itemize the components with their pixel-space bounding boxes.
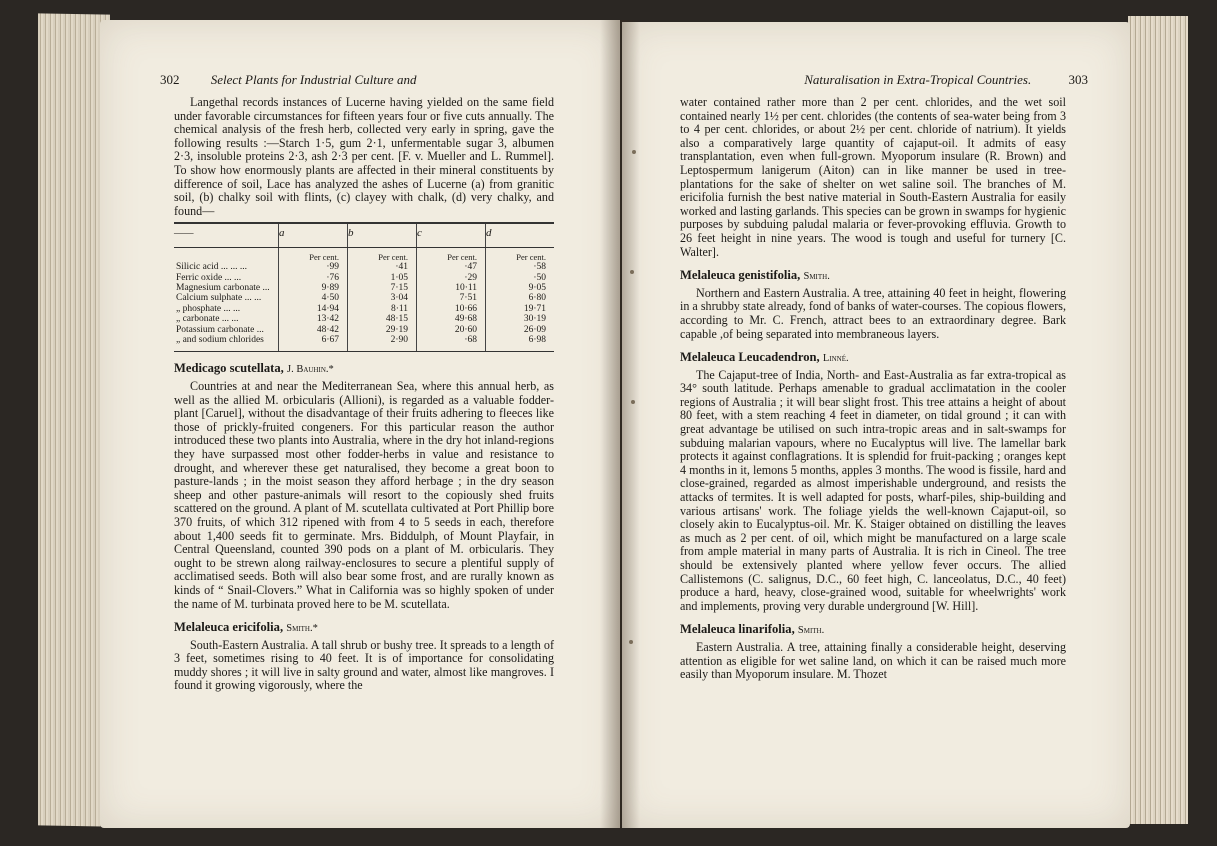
section-body: Northern and Eastern Australia. A tree, attaining 40 feet in height, flowering in a shrubby state already, fond of banks of water-courses. The copious flowers, according to Mr. C. French, attract bees to an extraordinary degree. Bark capable ,of being separated into membraneous layers.: [680, 285, 1066, 341]
col-d-header: d: [486, 223, 555, 247]
row-label: Calcium sulphate ... ...: [176, 293, 262, 304]
species-author: Smith.: [797, 625, 825, 637]
left-head-title: Select Plants for Industrial Culture and: [210, 72, 417, 87]
row-label: Potassium carbonate ...: [176, 324, 264, 335]
table-cell: ·29: [417, 273, 486, 283]
table-cell: 48·15: [348, 314, 417, 324]
table-cell: 6·67: [279, 335, 348, 352]
table-cell: 49·68: [417, 314, 486, 324]
col-a-header: a: [279, 223, 348, 247]
page-speck: [629, 640, 633, 644]
section-body: The Cajaput-tree of India, North- and East-Australia as far extra-tropical as 34° south latitude. Perhaps amenable to gradual acclimatation in the cooler regions of Australia ; it will bear slight frost. This tree attains a height of about 80 feet, with a stem reaching 4 feet in diameter, on tidal ground ; it can with great advantage be utilised on such intra-tropic areas and in salt-swamps for subduing malarian vapours, where no Eucalyptus will live. The lamellar bark protects it against conflagrations. It is splendid for fruit-packing ; oranges kept 4 months in it, lemons 5 months, apples 3 months. The wood is fissile, hard and close-grained, regarded as almost imperishable underground, and resists the attacks of termites. It is well adapted for posts, wharf-piles, ship-building and various artisans' work. The foliage yields the well-known Cajaput-oil, so closely akin to Eucalyptus-oil. Mr. K. Staiger obtained on distilling the leaves as much as 2 per cent. of oil, which might be manufactured on a large scale from ample material in many parts of Australia. It is rich in Cineol. The tree should be extensively planted where yellow fever occurs. The allied Callistemons (C. salignus, D.C., 60 feet high, C. lanceolatus, D.C., 40 feet) produce a hard, heavy, close-grained wood, suitable for wheelwrights' work and implements, proving very durable underground [W. Hill].: [680, 367, 1066, 613]
row-label: Magnesium carbonate ...: [176, 282, 270, 293]
table-cell: ·58: [486, 262, 555, 272]
page-speck: [630, 270, 634, 274]
row-label: „ and sodium chlorides: [174, 335, 279, 352]
row-label: „ carbonate ... ...: [176, 314, 239, 325]
table-corner: ——: [174, 223, 279, 247]
table-cell: 48·42: [279, 325, 348, 335]
page-speck: [631, 400, 635, 404]
book-gutter: [600, 20, 640, 828]
table-cell: 6·98: [486, 335, 555, 352]
section-heading: [174, 621, 554, 636]
species-name: Melaleuca linarifolia,: [680, 622, 795, 637]
row-label: Silicic acid ... ... ...: [176, 262, 247, 273]
table-cell: 14·94: [279, 304, 348, 314]
section-heading: [680, 269, 1066, 284]
left-running-head: [160, 72, 470, 88]
table-cell: 4·50: [279, 293, 348, 303]
table-row: [174, 262, 554, 272]
table-row: [174, 314, 554, 324]
table-row: [174, 335, 554, 352]
table-cell: 13·42: [279, 314, 348, 324]
right-page-edges: [1128, 16, 1188, 824]
right-page-number: 303: [1068, 72, 1088, 87]
table-cell: ·41: [348, 262, 417, 272]
species-author: Smith.: [803, 271, 830, 283]
table-cell: 26·09: [486, 325, 555, 335]
table-cell: ·76: [279, 273, 348, 283]
species-author: Smith.*: [286, 623, 318, 635]
ash-analysis-table: [174, 222, 554, 352]
col-c-header: c: [417, 223, 486, 247]
section-heading: [680, 351, 1066, 366]
row-label: Ferric oxide ... ...: [176, 272, 242, 283]
table-cell: 1·05: [348, 273, 417, 283]
table-cell: 2·90: [348, 335, 417, 352]
table-cell: 8·11: [348, 304, 417, 314]
ericifolia-continuation: water contained rather more than 2 per cent. chlorides, and the wet soil contained nearly 1½ per cent. chlorides (the contents of sea-water being from 3 to 4 per cent. chlorides, or about 2½ per cent. chloride of natrium). It yields also a comparatively large quantity of cajaput-oil. It admits of easy transplantation, even when full-grown. Myoporum insulare (R. Brown) and Leptospermum lanigerum (Aiton) can in like manner be used in tree-plantations for the sake of shelter on wet saline soil. The branches of M. ericifolia furnish the best native material in South-Eastern Australia for easily worked and lasting garlands. This species can be grown in swamps for hygienic purposes by subduing paludal malaria or fever-provoking effluvia. Growth to 26 feet height in nine years. The wood is tough and useful for turnery [C. Walter].: [680, 95, 1066, 259]
table-row: [174, 293, 554, 303]
table-cell: 9·89: [279, 283, 348, 293]
table-cell: 19·71: [486, 304, 555, 314]
table-cell: 10·66: [417, 304, 486, 314]
row-label: „ phosphate ... ...: [176, 303, 241, 314]
table-cell: 9·05: [486, 283, 555, 293]
species-name: Melaleuca genistifolia,: [680, 268, 801, 283]
unit-cell: Per cent.: [279, 247, 348, 262]
section-heading: [174, 362, 554, 377]
table-cell: 20·60: [417, 325, 486, 335]
section-body: Eastern Australia. A tree, attaining finally a considerable height, deserving attention as eligible for wet saline land, on which it can be raised much more easily than Myoporum insulare. M. Thozet: [680, 639, 1066, 682]
left-page-number: 302: [160, 72, 180, 87]
table-cell: 29·19: [348, 325, 417, 335]
table-cell: 10·11: [417, 283, 486, 293]
col-b-header: b: [348, 223, 417, 247]
right-body: [680, 96, 1066, 682]
table-row: [174, 283, 554, 293]
table-cell: 3·04: [348, 293, 417, 303]
species-name: Melaleuca ericifolia,: [174, 620, 284, 635]
table-cell: ·68: [417, 335, 486, 352]
page-speck: [632, 150, 636, 154]
table-cell: 30·19: [486, 314, 555, 324]
table-row: [174, 304, 554, 314]
right-running-head: [758, 72, 1088, 88]
table-cell: ·47: [417, 262, 486, 272]
unit-row: [174, 247, 554, 262]
table-row: [174, 273, 554, 283]
unit-cell: Per cent.: [486, 247, 555, 262]
species-author: J. Bauhin.*: [286, 364, 334, 376]
species-name: Medicago scutellata,: [174, 361, 284, 376]
species-author: Linné.: [822, 353, 849, 365]
species-name: Melaleuca Leucadendron,: [680, 350, 820, 365]
table-cell: 7·51: [417, 293, 486, 303]
unit-cell: Per cent.: [417, 247, 486, 262]
lucerne-paragraph: Langethal records instances of Lucerne having yielded on the same field under favorable circumstances for fifteen years four or five cuts annually. The chemical analysis of the fresh herb, collected very early in spring, gave the following results :—Starch 1·5, gum 2·1, unfermentable sugar 3, albumen 2·3, insoluble proteins 2·3, ash 2·3 per cent. [F. v. Mueller and L. Rummel]. To show how enormously plants are affected in their mineral constituents by difference of soil, Lace has analyzed the ashes of Lucerne (a) from granitic soil, (b) chalky soil with flints, (c) clayey with chalk, (d) very chalky, and found—: [174, 95, 554, 218]
section-heading: [680, 623, 1066, 638]
right-head-title: Naturalisation in Extra-Tropical Countries.: [804, 72, 1032, 87]
table-cell: 6·80: [486, 293, 555, 303]
table-cell: ·99: [279, 262, 348, 272]
table-row: [174, 325, 554, 335]
section-body: South-Eastern Australia. A tall shrub or bushy tree. It spreads to a length of 3 feet, sometimes rising to 40 feet. It is of importance for consolidating muddy shores ; it will live in salty ground and water, almost like mangroves. I found it growing vigorously, where the: [174, 637, 554, 693]
table-cell: ·50: [486, 273, 555, 283]
unit-cell: Per cent.: [348, 247, 417, 262]
table-cell: 7·15: [348, 283, 417, 293]
left-body: [174, 96, 554, 693]
section-body: Countries at and near the Mediterranean Sea, where this annual herb, as well as the allied M. orbicularis (Allioni), is regarded as a valuable fodder-plant [Caruel], without the disadvantage of their fruits adhering to fleeces like those of prickly-fruited congeners. For this particular reason the author introduced these two plants into Australia, where in the dry hot inland-regions they have surpassed most other fodder-herbs in value and resistance to drought, and wherever these get naturalised, they become a great boon to pasture-lands ; in the moist season they afford herbage ; in the dry season sheep and other pasture-animals will resort to the copiously shed fruits scattered on the ground. A plant of M. scutellata cultivated at Port Phillip bore 370 fruits, of which 312 ripened with from 4 to 5 seeds in each, therefore about 1,400 seeds fit to germinate. Mrs. Biddulph, of Mount Playfair, in Central Queensland, counted 390 pods on a plant of M. orbicularis. They ought to be strewn along railway-enclosures to secure a plentiful supply of acclimatised seeds. Both will also bear some frost, and are rurally known as kinds of “ Snail-Clovers.” What in California was so highly spoken of under the name of M. turbinata proved here to be M. scutellata.: [174, 379, 554, 611]
